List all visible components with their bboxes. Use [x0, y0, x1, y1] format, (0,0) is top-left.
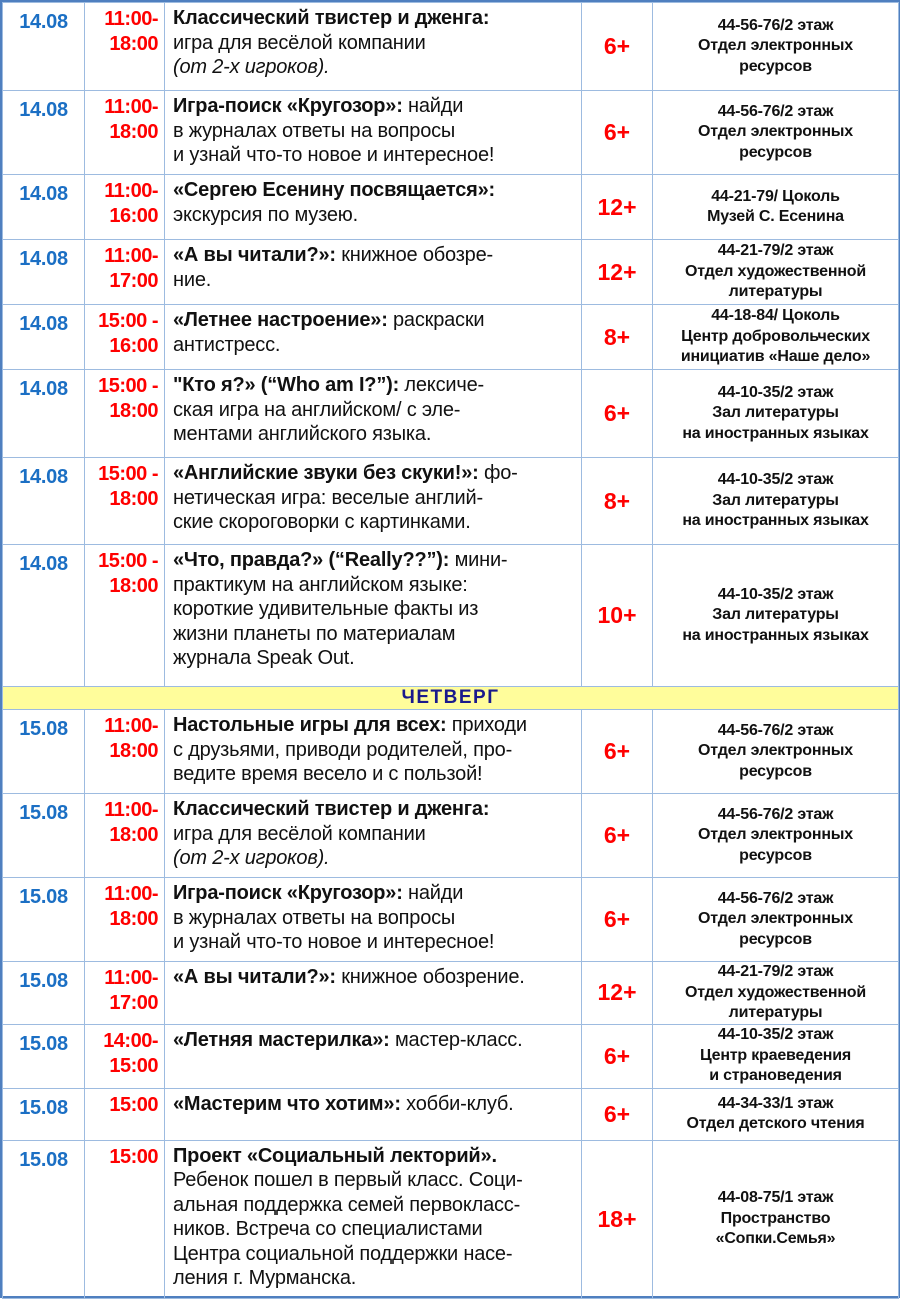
- event-row: [3, 175, 899, 240]
- event-description: [165, 175, 582, 240]
- event-age-rating: 6+: [582, 1024, 653, 1088]
- event-age-rating: 6+: [582, 794, 653, 878]
- event-text-line: в журналах ответы на вопросы: [173, 906, 456, 929]
- event-title-line: [173, 243, 577, 268]
- event-title: "Кто я?» (“Who am I?”):: [173, 374, 400, 396]
- event-title-line: [173, 6, 577, 31]
- time-part: 18:00: [109, 33, 158, 55]
- event-location: [653, 3, 899, 91]
- event-text-line: журнала Speak Out.: [173, 647, 355, 669]
- time-part: 11:00-: [104, 967, 158, 989]
- location-line: Отдел художественной: [684, 262, 867, 280]
- event-title-tail: лексиче-: [399, 374, 484, 396]
- event-age-rating: 6+: [582, 370, 653, 458]
- schedule-table: [2, 2, 899, 1299]
- event-title: «Сергею Есенину посвящается»:: [173, 179, 495, 201]
- location-line: Отдел художественной: [684, 983, 867, 1001]
- event-row: [3, 3, 899, 91]
- event-text-line: нетическая игра: веселые англий-: [173, 486, 483, 509]
- location-line: Отдел детского чтения: [686, 1115, 865, 1132]
- event-date: 14.08: [3, 3, 85, 91]
- event-time: [85, 3, 165, 91]
- event-date: 15.08: [3, 710, 85, 794]
- event-time: [85, 878, 165, 962]
- event-date: 14.08: [3, 175, 85, 240]
- event-location: [653, 305, 899, 370]
- time-part: 18:00: [109, 575, 158, 597]
- location-line: 44-21-79/2 этаж: [717, 242, 834, 260]
- event-title-tail: мини-: [449, 549, 508, 571]
- location-line: литературы: [728, 1004, 823, 1021]
- event-title-line: [173, 373, 577, 398]
- event-description: [165, 240, 582, 305]
- event-row: [3, 305, 899, 370]
- event-description: [165, 878, 582, 962]
- event-title: «Что, правда?» (“Really??”):: [173, 549, 450, 571]
- event-title: «Английские звуки без скуки!»:: [173, 462, 479, 484]
- event-location: [653, 91, 899, 175]
- event-location: [653, 1088, 899, 1140]
- event-text-line: игра для весёлой компании: [173, 31, 426, 54]
- location-line: 44-10-35/2 этаж: [717, 585, 834, 603]
- event-date: 14.08: [3, 458, 85, 545]
- time-part: 18:00: [109, 121, 158, 143]
- event-title-line: [173, 308, 577, 333]
- event-title: Проект «Социальный лекторий».: [173, 1144, 497, 1167]
- event-text-line: ления г. Мурманска.: [173, 1267, 357, 1289]
- event-text-line: короткие удивительные факты из: [173, 598, 479, 620]
- event-date: 14.08: [3, 240, 85, 305]
- event-text-line: ников. Встреча со специалистами: [173, 1218, 483, 1240]
- event-time: [85, 1088, 165, 1140]
- time-part: 15:00: [109, 1093, 158, 1116]
- event-title: Классический твистер и дженга:: [173, 798, 490, 820]
- event-location: [653, 962, 899, 1025]
- event-title-tail: фо-: [478, 462, 518, 484]
- time-part: 15:00: [109, 1145, 158, 1168]
- location-line: 44-21-79/2 этаж: [717, 963, 834, 980]
- location-line: Центр добровольческих: [681, 327, 870, 345]
- event-title-line: [173, 797, 577, 822]
- event-time: [85, 1024, 165, 1088]
- location-line: 44-34-33/1 этаж: [717, 1094, 834, 1112]
- location-line: Пространство: [720, 1209, 831, 1227]
- event-description: [165, 1140, 582, 1298]
- event-text-line: жизни планеты по материалам: [173, 622, 456, 645]
- time-part: 11:00-: [104, 180, 158, 202]
- location-line: Отдел электронных: [698, 910, 853, 928]
- event-row: [3, 91, 899, 175]
- event-text-line: ская игра на английском/ с эле-: [173, 398, 461, 421]
- location-line: 44-21-79/ Цоколь: [711, 187, 840, 205]
- location-line: ресурсов: [739, 57, 812, 75]
- event-time: [85, 240, 165, 305]
- event-date: 15.08: [3, 1088, 85, 1140]
- location-line: Музей С. Есенина: [707, 208, 844, 225]
- event-title-line: [173, 713, 577, 738]
- location-line: 44-10-35/2 этаж: [717, 1026, 834, 1044]
- location-line: 44-18-84/ Цоколь: [711, 307, 840, 325]
- event-time: [85, 1140, 165, 1298]
- location-line: ресурсов: [739, 762, 812, 780]
- event-row: [3, 1088, 899, 1140]
- location-line: 44-56-76/2 этаж: [717, 16, 834, 34]
- location-line: литературы: [728, 283, 823, 301]
- event-description: [165, 458, 582, 545]
- location-line: 44-10-35/2 этаж: [717, 383, 834, 401]
- location-line: Зал литературы: [712, 491, 839, 509]
- event-title: Игра-поиск «Кругозор»:: [173, 95, 403, 117]
- event-date: 14.08: [3, 305, 85, 370]
- location-line: Зал литературы: [712, 404, 839, 422]
- event-text-line: ведите время весело и с пользой!: [173, 763, 483, 785]
- event-date: 14.08: [3, 370, 85, 458]
- event-text-line: альная поддержка семей первокласс-: [173, 1193, 521, 1216]
- event-text-line: ние.: [173, 268, 212, 291]
- event-title: «Мастерим что хотим»:: [173, 1092, 401, 1115]
- location-line: Отдел электронных: [698, 826, 853, 844]
- event-description: [165, 710, 582, 794]
- event-title-line: [173, 965, 577, 990]
- event-row: [3, 794, 899, 878]
- event-title-line: [173, 178, 577, 203]
- time-part: 11:00-: [104, 883, 158, 905]
- event-title: Настольные игры для всех:: [173, 714, 447, 736]
- event-age-rating: 6+: [582, 1088, 653, 1140]
- schedule-day-14-08: [3, 3, 899, 687]
- event-age-rating: 6+: [582, 91, 653, 175]
- event-text-line: в журналах ответы на вопросы: [173, 119, 456, 142]
- event-row: [3, 1140, 899, 1298]
- location-line: 44-56-76/2 этаж: [717, 889, 834, 907]
- event-description: [165, 1024, 582, 1088]
- event-title-tail: раскраски: [387, 309, 485, 331]
- event-location: [653, 710, 899, 794]
- location-line: Центр краеведения: [699, 1046, 852, 1064]
- event-row: [3, 458, 899, 545]
- time-part: 18:00: [109, 488, 158, 510]
- event-description: [165, 962, 582, 1025]
- event-title-tail: найди: [402, 882, 464, 904]
- location-line: на иностранных языках: [682, 626, 869, 644]
- event-age-rating: 8+: [582, 305, 653, 370]
- location-line: 44-08-75/1 этаж: [717, 1189, 834, 1207]
- event-age-rating: 12+: [582, 962, 653, 1025]
- event-location: [653, 240, 899, 305]
- event-time: [85, 962, 165, 1025]
- event-text-line: практикум на английском языке:: [173, 573, 468, 596]
- event-text-line: ментами английского языка.: [173, 423, 432, 445]
- event-row: [3, 370, 899, 458]
- event-location: [653, 1140, 899, 1298]
- location-line: ресурсов: [739, 846, 812, 864]
- event-row: [3, 710, 899, 794]
- event-title-line: [173, 461, 577, 486]
- event-age-rating: 8+: [582, 458, 653, 545]
- event-date: 14.08: [3, 545, 85, 687]
- time-part: 15:00: [109, 1054, 158, 1077]
- event-date: 15.08: [3, 794, 85, 878]
- location-line: ресурсов: [739, 143, 812, 161]
- day-band-group: [3, 687, 899, 710]
- event-title: «А вы читали?»:: [173, 966, 336, 988]
- event-description: [165, 370, 582, 458]
- event-location: [653, 458, 899, 545]
- location-line: на иностранных языках: [682, 424, 869, 442]
- time-part: 18:00: [109, 740, 158, 762]
- time-part: 17:00: [109, 270, 158, 292]
- event-description: [165, 91, 582, 175]
- event-title-tail: найди: [402, 95, 464, 117]
- event-note: (от 2-х игроков).: [173, 56, 330, 78]
- location-line: 44-56-76/2 этаж: [717, 102, 834, 120]
- event-title: Классический твистер и дженга:: [173, 7, 490, 29]
- event-title-line: [173, 1092, 577, 1117]
- event-text-line: ские скороговорки с картинками.: [173, 511, 471, 533]
- event-age-rating: 12+: [582, 175, 653, 240]
- event-row: [3, 878, 899, 962]
- time-part: 18:00: [109, 908, 158, 930]
- event-location: [653, 794, 899, 878]
- time-part: 18:00: [109, 400, 158, 422]
- event-title: Игра-поиск «Кругозор»:: [173, 882, 403, 904]
- event-age-rating: 6+: [582, 710, 653, 794]
- location-line: 44-56-76/2 этаж: [717, 721, 834, 739]
- event-title-tail: приходи: [446, 714, 527, 736]
- time-part: 11:00-: [104, 715, 158, 737]
- event-title-line: [173, 881, 577, 906]
- event-location: [653, 370, 899, 458]
- event-note: (от 2-х игроков).: [173, 847, 330, 869]
- event-age-rating: 6+: [582, 878, 653, 962]
- event-time: [85, 545, 165, 687]
- event-text-line: Ребенок пошел в первый класс. Соци-: [173, 1169, 523, 1191]
- time-part: 16:00: [109, 205, 158, 227]
- event-date: 14.08: [3, 91, 85, 175]
- event-description: [165, 1088, 582, 1140]
- location-line: Зал литературы: [712, 606, 839, 624]
- time-part: 11:00-: [104, 245, 158, 267]
- event-age-rating: 18+: [582, 1140, 653, 1298]
- event-row: [3, 1024, 899, 1088]
- event-title: «Летнее настроение»:: [173, 309, 388, 331]
- location-line: ресурсов: [739, 930, 812, 948]
- time-part: 14:00-: [103, 1029, 158, 1052]
- day-band-row: [3, 687, 899, 710]
- event-location: [653, 878, 899, 962]
- event-row: [3, 545, 899, 687]
- event-age-rating: 12+: [582, 240, 653, 305]
- event-description: [165, 794, 582, 878]
- event-description: [165, 3, 582, 91]
- time-part: 16:00: [109, 335, 158, 357]
- location-line: инициатив «Наше дело»: [680, 348, 871, 366]
- event-date: 15.08: [3, 878, 85, 962]
- location-line: Отдел электронных: [698, 742, 853, 760]
- event-text-line: и узнай что-то новое и интересное!: [173, 144, 495, 166]
- time-part: 15:00 -: [98, 375, 158, 397]
- location-line: 44-56-76/2 этаж: [717, 805, 834, 823]
- event-title-tail: книжное обозре-: [335, 244, 493, 266]
- event-date: 15.08: [3, 1024, 85, 1088]
- event-title: «Летняя мастерилка»:: [173, 1028, 390, 1051]
- event-title-line: [173, 94, 577, 119]
- day-band-thursday: ЧЕТВЕРГ: [3, 687, 899, 710]
- event-time: [85, 175, 165, 240]
- event-text-line: игра для весёлой компании: [173, 822, 426, 845]
- time-part: 17:00: [109, 992, 158, 1014]
- event-description: [165, 545, 582, 687]
- event-age-rating: 6+: [582, 3, 653, 91]
- event-text-line: и узнай что-то новое и интересное!: [173, 931, 495, 953]
- event-row: [3, 962, 899, 1025]
- event-title-tail: мастер-класс.: [389, 1028, 523, 1051]
- event-text-line: экскурсия по музею.: [173, 203, 358, 226]
- time-part: 11:00-: [104, 8, 158, 30]
- time-part: 11:00-: [104, 799, 158, 821]
- event-location: [653, 175, 899, 240]
- event-title: «А вы читали?»:: [173, 244, 336, 266]
- event-description: [165, 305, 582, 370]
- time-part: 15:00 -: [98, 463, 158, 485]
- location-line: и страноведения: [709, 1067, 842, 1085]
- time-part: 11:00-: [104, 96, 158, 118]
- location-line: «Сопки.Семья»: [715, 1230, 836, 1248]
- event-time: [85, 91, 165, 175]
- event-title-line: [173, 1028, 577, 1053]
- event-text-line: с друзьями, приводи родителей, про-: [173, 738, 513, 761]
- location-line: Отдел электронных: [698, 123, 853, 141]
- location-line: Отдел электронных: [698, 37, 853, 55]
- event-time: [85, 305, 165, 370]
- event-location: [653, 545, 899, 687]
- event-date: 15.08: [3, 962, 85, 1025]
- time-part: 15:00 -: [98, 310, 158, 332]
- location-line: на иностранных языках: [682, 512, 869, 530]
- event-time: [85, 370, 165, 458]
- event-time: [85, 710, 165, 794]
- event-text-line: Центра социальной поддержки насе-: [173, 1242, 513, 1265]
- location-line: 44-10-35/2 этаж: [717, 471, 834, 489]
- event-time: [85, 458, 165, 545]
- event-age-rating: 10+: [582, 545, 653, 687]
- time-part: 15:00 -: [98, 550, 158, 572]
- event-title-line: [173, 548, 577, 573]
- event-title-tail: хобби-клуб.: [400, 1092, 514, 1115]
- schedule-day-15-08: [3, 710, 899, 1299]
- event-title-tail: книжное обозрение.: [335, 966, 525, 988]
- event-location: [653, 1024, 899, 1088]
- event-row: [3, 240, 899, 305]
- time-part: 18:00: [109, 824, 158, 846]
- event-date: 15.08: [3, 1140, 85, 1298]
- event-text-line: антистресс.: [173, 333, 281, 356]
- event-title-line: [173, 1144, 577, 1169]
- event-time: [85, 794, 165, 878]
